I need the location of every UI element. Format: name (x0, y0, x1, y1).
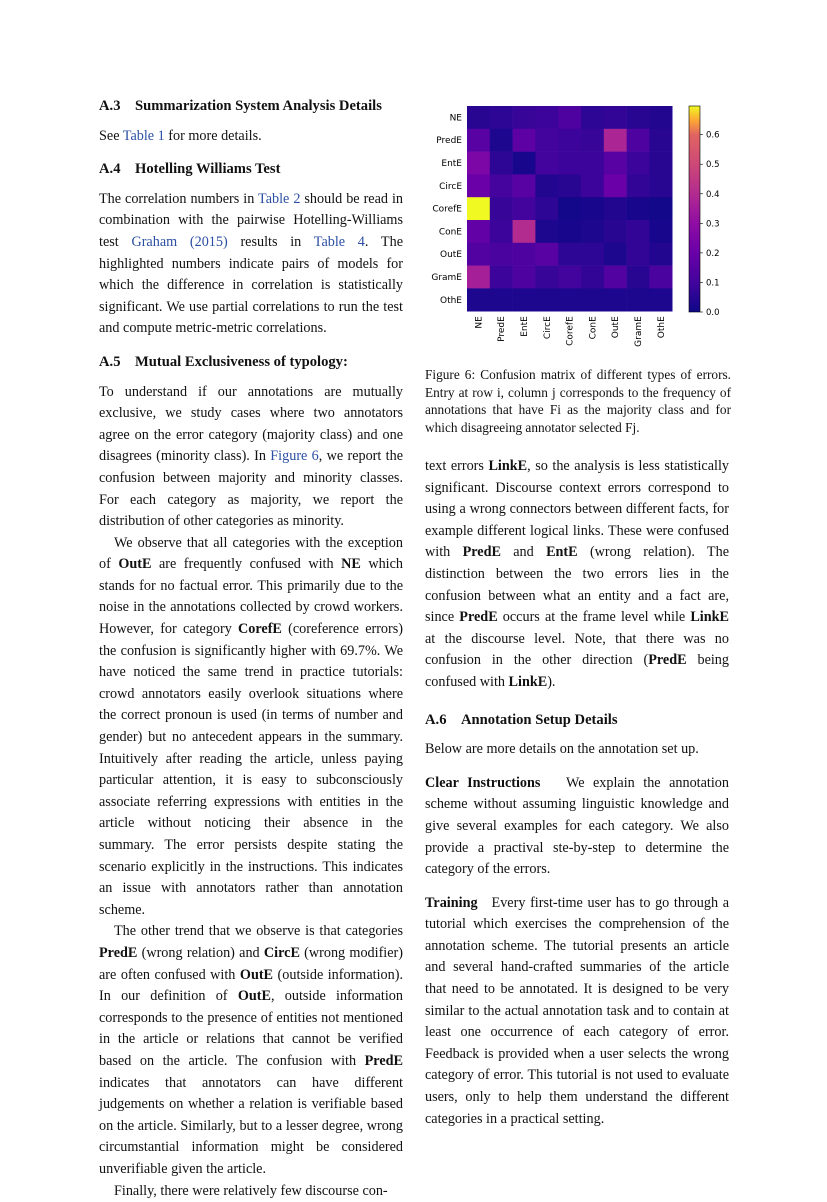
heatmap-cell-CorefE-OutE (604, 197, 627, 220)
heatmap-cell-OthE-PredE (490, 288, 513, 311)
heatmap-cell-EntE-OthE (649, 152, 672, 175)
a4-paragraph: The correlation numbers in Table 2 should be read in combination with the pairwise Hotelling-Williams test Graham (2015) results in Table 4. The highlighted numbers indicate pairs of models for which the difference in correlation is statistically significant. We use partial correlations to run the test and compute metric-metric correlations. (99, 189, 403, 340)
clear-instructions-paragraph: Clear Instructions We explain the annotation scheme without assuming linguistic knowledge and give several examples for each category. We also provide a practival ste-by-step to determine the category of the errors. (425, 773, 729, 881)
section-heading-a6: A.6 Annotation Setup Details (425, 710, 729, 732)
heatmap-cell-ConE-ConE (581, 220, 604, 243)
left-column (99, 96, 403, 1202)
col-label-PredE: PredE (497, 316, 507, 342)
heatmap-cell-NE-PredE (490, 106, 513, 129)
col-label-GramE: GramE (634, 316, 644, 347)
heatmap-cell-GramE-NE (467, 266, 490, 289)
section-heading-a5: A.5 Mutual Exclusiveness of typology: (99, 352, 403, 374)
heatmap-cell-NE-GramE (627, 106, 650, 129)
heatmap-cell-OthE-OutE (604, 288, 627, 311)
heatmap-cell-EntE-PredE (490, 152, 513, 175)
row-label-NE: NE (450, 113, 463, 123)
heatmap-cell-EntE-CorefE (558, 152, 581, 175)
col-label-CircE: CircE (543, 316, 553, 339)
table1-link[interactable]: Table 1 (123, 128, 165, 144)
heatmap-cell-OutE-GramE (627, 243, 650, 266)
colorbar-tick-label: 0.6 (706, 131, 720, 141)
heatmap-cell-CircE-OutE (604, 174, 627, 197)
heatmap-cell-PredE-OthE (649, 129, 672, 152)
heatmap-cell-NE-NE (467, 106, 490, 129)
row-label-OutE: OutE (440, 250, 462, 260)
heatmap-cell-GramE-PredE (490, 266, 513, 289)
a5-paragraph-3: The other trend that we observe is that categories PredE (wrong relation) and CircE (wrong modifier) are often confused with OutE (outside information). In our definition of OutE, outside information corresponds to the presence of entities not mentioned in the article or relations that cannot be verified based on the article. The confusion with PredE indicates that annotators can have different judgements on whether a relation is verifiable based on the article. Similarly, but to a lesser degree, wrong circumstantial information might be considered unverifiable given the article. (99, 921, 403, 1180)
table4-link[interactable]: Table 4 (314, 234, 365, 250)
heatmap-cell-EntE-NE (467, 152, 490, 175)
row-label-CircE: CircE (439, 182, 462, 192)
heatmap-cell-CorefE-OthE (649, 197, 672, 220)
colorbar-tick-label: 0.2 (706, 249, 720, 259)
a5-paragraph-1: To understand if our annotations are mutually exclusive, we study cases where two annotators agree on the error category (majority class) and one disagrees (minority class). In Figure 6, we report the confusion between majority and minority classes. For each category as majority, we report the distribution of other categories as minority. (99, 382, 403, 533)
heatmap-cell-NE-EntE (513, 106, 536, 129)
colorbar-tick-label: 0.3 (706, 219, 720, 229)
heatmap-cell-GramE-CircE (535, 266, 558, 289)
row-label-ConE: ConE (439, 227, 462, 237)
heatmap-cell-GramE-OthE (649, 266, 672, 289)
heatmap-cell-CircE-CorefE (558, 174, 581, 197)
confusion-matrix-figure (425, 100, 735, 350)
heatmap-cell-OutE-CircE (535, 243, 558, 266)
a6-intro: Below are more details on the annotation set up. (425, 739, 729, 761)
heatmap-cell-CircE-GramE (627, 174, 650, 197)
heatmap-cell-OthE-GramE (627, 288, 650, 311)
section-heading-a3: A.3 Summarization System Analysis Details (99, 96, 403, 118)
right-column (425, 456, 729, 1130)
heatmap-cell-PredE-EntE (513, 129, 536, 152)
heatmap-cell-GramE-OutE (604, 266, 627, 289)
heatmap-cell-ConE-CircE (535, 220, 558, 243)
heatmap-cell-ConE-OutE (604, 220, 627, 243)
heatmap-cell-NE-CorefE (558, 106, 581, 129)
figure-caption: Figure 6: Confusion matrix of different types of errors. Entry at row i, column j corresponds to the frequency of annotations that have Fi as the majority class and for which disagreeing annotator selected Fj. (425, 366, 731, 436)
col-label-OthE: OthE (657, 316, 667, 338)
citation-link-graham[interactable]: Graham (2015) (131, 234, 227, 250)
heatmap-cell-OthE-CircE (535, 288, 558, 311)
heatmap-cell-ConE-NE (467, 220, 490, 243)
col-label-EntE: EntE (520, 316, 530, 337)
heatmap-cell-EntE-ConE (581, 152, 604, 175)
heatmap-cell-NE-CircE (535, 106, 558, 129)
col-label-ConE: ConE (588, 316, 598, 339)
heatmap-cell-ConE-CorefE (558, 220, 581, 243)
colorbar (689, 106, 700, 312)
heatmap-cell-OutE-PredE (490, 243, 513, 266)
training-heading: Training (425, 895, 478, 911)
heatmap-cell-PredE-CircE (535, 129, 558, 152)
heatmap-cell-ConE-EntE (513, 220, 536, 243)
heatmap-cell-OutE-OthE (649, 243, 672, 266)
heatmap-cell-GramE-GramE (627, 266, 650, 289)
heatmap-cell-EntE-CircE (535, 152, 558, 175)
heatmap-cell-OthE-CorefE (558, 288, 581, 311)
heatmap-cell-PredE-PredE (490, 129, 513, 152)
heatmap-cell-CorefE-EntE (513, 197, 536, 220)
heatmap-cell-GramE-ConE (581, 266, 604, 289)
heatmap-cell-NE-OthE (649, 106, 672, 129)
table2-link[interactable]: Table 2 (258, 191, 300, 207)
heatmap-cell-PredE-OutE (604, 129, 627, 152)
a5-paragraph-2: We observe that all categories with the exception of OutE are frequently confused with NE which stands for no factual error. This primarily due to the noise in the annotations collected by crowd workers. However, for category CorefE (coreference errors) the confusion is significantly higher with 69.7%. We have noticed the same trend in practice tutorials: crowd annotators easily overlook situations where the correct pronoun is used (in terms of number and gender) but no antecedent appears in the summary. Intuitively after reading the article, unless paying particular attention, it is easy to subconsciously associate referring expressions with entities in the article without noticing their absence in the summary. The error persists despite stating the scenario explicitly in the instructions. This indicates an issue with annotators rather than annotation scheme. (99, 533, 403, 922)
heatmap-cell-PredE-NE (467, 129, 490, 152)
row-label-CorefE: CorefE (432, 205, 462, 215)
heatmap-cell-EntE-EntE (513, 152, 536, 175)
heatmap-cell-PredE-CorefE (558, 129, 581, 152)
heatmap-cell-CorefE-CorefE (558, 197, 581, 220)
row-label-EntE: EntE (441, 159, 462, 169)
heatmap-cell-CircE-NE (467, 174, 490, 197)
heatmap-cell-NE-ConE (581, 106, 604, 129)
heatmap-cell-CircE-PredE (490, 174, 513, 197)
heatmap-cell-PredE-ConE (581, 129, 604, 152)
heatmap-cell-OutE-ConE (581, 243, 604, 266)
heatmap-cell-GramE-EntE (513, 266, 536, 289)
a3-paragraph: See Table 1 for more details. (99, 126, 403, 148)
heatmap-cell-ConE-GramE (627, 220, 650, 243)
a5-continuation: text errors LinkE, so the analysis is less statistically significant. Discourse context errors correspond to using a wrong connectors between different facts, for example different logical links. These were confused with PredE and EntE (wrong relation). The distinction between the two errors lies in the confusion between what an entity and a fact are, since PredE occurs at the frame level while LinkE at the discourse level. Note, that there was no confusion in the other direction (PredE being confused with LinkE). (425, 456, 729, 694)
confusion-matrix-heatmap (425, 100, 735, 350)
heatmap-cell-OutE-NE (467, 243, 490, 266)
heatmap-cell-EntE-OutE (604, 152, 627, 175)
heatmap-cell-OthE-ConE (581, 288, 604, 311)
figure6-link[interactable]: Figure 6 (270, 448, 318, 464)
heatmap-cell-CorefE-NE (467, 197, 490, 220)
heatmap-cell-EntE-GramE (627, 152, 650, 175)
colorbar-tick-label: 0.0 (706, 308, 720, 318)
row-label-OthE: OthE (440, 296, 462, 306)
section-heading-a4: A.4 Hotelling Williams Test (99, 159, 403, 181)
heatmap-cell-CircE-CircE (535, 174, 558, 197)
row-label-PredE: PredE (436, 136, 462, 146)
heatmap-cell-OutE-OutE (604, 243, 627, 266)
heatmap-cell-CorefE-ConE (581, 197, 604, 220)
heatmap-cell-CircE-ConE (581, 174, 604, 197)
heatmap-cell-OthE-EntE (513, 288, 536, 311)
heatmap-cell-OthE-OthE (649, 288, 672, 311)
heatmap-cell-GramE-CorefE (558, 266, 581, 289)
colorbar-tick-label: 0.4 (706, 190, 720, 200)
heatmap-cell-NE-OutE (604, 106, 627, 129)
heatmap-cell-OthE-NE (467, 288, 490, 311)
training-paragraph: Training Every first-time user has to go through a tutorial which exercises the comprehension of the annotation scheme. The tutorial presents an article and several hand-crafted summaries of the article that need to be annotated. It is designed to be very similar to the actual annotation task and to contain at least one occurrence of each category of error. Feedback is provided when a user selects the wrong category of error. This tutorial is not used to evaluate users, only to help them understand the different categories in a practical setting. (425, 893, 729, 1131)
heatmap-cell-ConE-PredE (490, 220, 513, 243)
heatmap-cell-CorefE-CircE (535, 197, 558, 220)
col-label-OutE: OutE (611, 316, 621, 338)
heatmap-cell-PredE-GramE (627, 129, 650, 152)
clear-instructions-heading: Clear Instructions (425, 775, 540, 791)
colorbar-tick-label: 0.5 (706, 160, 720, 170)
col-label-NE: NE (474, 316, 484, 329)
colorbar-tick-label: 0.1 (706, 278, 720, 288)
a5-paragraph-4: Finally, there were relatively few discourse con- (99, 1181, 403, 1202)
heatmap-cell-CorefE-PredE (490, 197, 513, 220)
heatmap-cell-ConE-OthE (649, 220, 672, 243)
heatmap-cell-OutE-CorefE (558, 243, 581, 266)
heatmap-cell-CorefE-GramE (627, 197, 650, 220)
heatmap-cell-CircE-OthE (649, 174, 672, 197)
col-label-CorefE: CorefE (566, 316, 576, 346)
heatmap-cell-OutE-EntE (513, 243, 536, 266)
row-label-GramE: GramE (431, 273, 462, 283)
heatmap-cell-CircE-EntE (513, 174, 536, 197)
